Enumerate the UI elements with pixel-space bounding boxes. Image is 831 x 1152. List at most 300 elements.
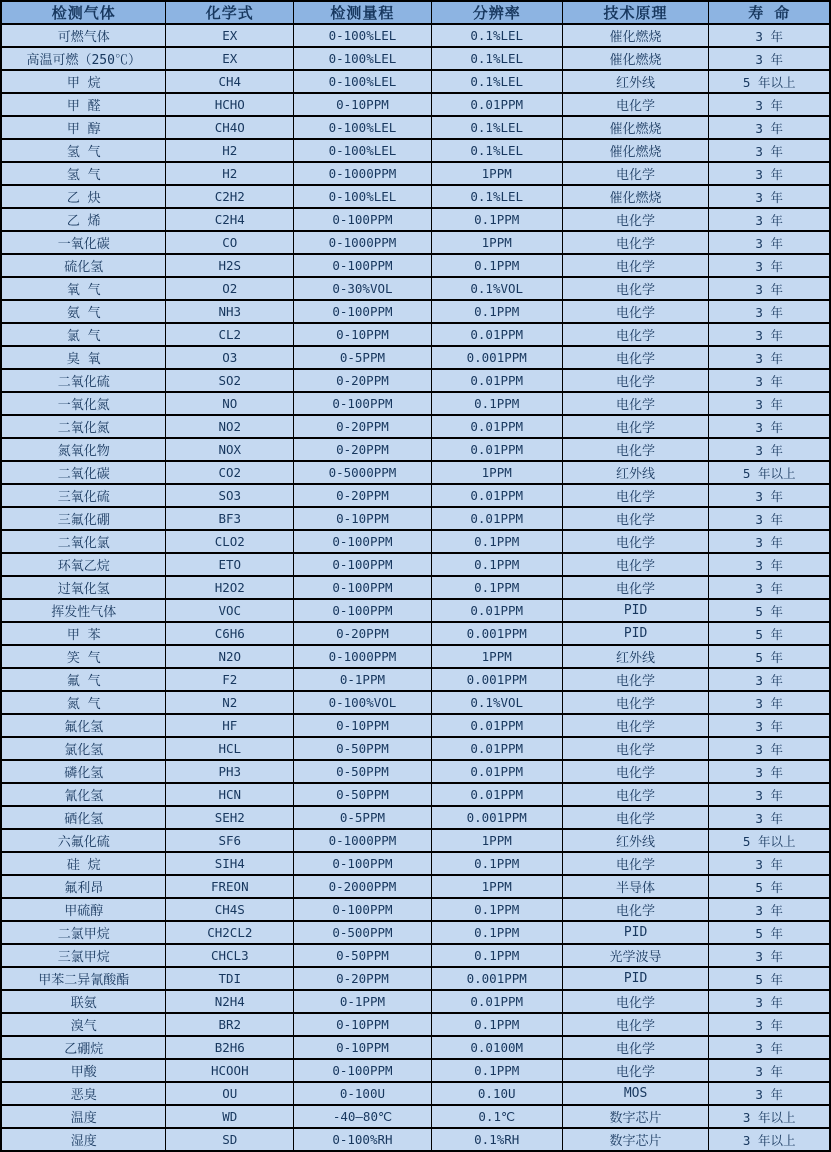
table-row bbox=[1, 599, 830, 622]
table-header-row bbox=[1, 1, 830, 24]
lifespan-cell: 3 年 bbox=[709, 47, 830, 70]
detection-range-cell: 0-20PPM bbox=[294, 438, 432, 461]
resolution-cell: 1PPM bbox=[431, 875, 562, 898]
column-header: 检测气体 bbox=[1, 1, 166, 24]
lifespan-cell: 3 年 bbox=[709, 576, 830, 599]
gas-name-cell: 溴气 bbox=[1, 1013, 166, 1036]
resolution-cell: 0.1PPM bbox=[431, 576, 562, 599]
table-row bbox=[1, 346, 830, 369]
detection-range-cell: 0-20PPM bbox=[294, 484, 432, 507]
lifespan-cell: 3 年 bbox=[709, 714, 830, 737]
gas-name-cell: 联氨 bbox=[1, 990, 166, 1013]
gas-name-cell: 甲 醛 bbox=[1, 93, 166, 116]
table-row bbox=[1, 530, 830, 553]
detection-range-cell: 0-50PPM bbox=[294, 944, 432, 967]
resolution-cell: 0.1%LEL bbox=[431, 139, 562, 162]
detection-range-cell: 0-10PPM bbox=[294, 93, 432, 116]
resolution-cell: 0.1%LEL bbox=[431, 70, 562, 93]
gas-name-cell: 甲酸 bbox=[1, 1059, 166, 1082]
gas-name-cell: 环氧乙烷 bbox=[1, 553, 166, 576]
lifespan-cell: 5 年 bbox=[709, 599, 830, 622]
detection-range-cell: 0-100PPM bbox=[294, 254, 432, 277]
resolution-cell: 0.001PPM bbox=[431, 668, 562, 691]
detection-range-cell: 0-50PPM bbox=[294, 737, 432, 760]
gas-name-cell: 二氧化氯 bbox=[1, 530, 166, 553]
resolution-cell: 0.1PPM bbox=[431, 852, 562, 875]
resolution-cell: 0.10U bbox=[431, 1082, 562, 1105]
chemical-formula-cell: EX bbox=[166, 24, 294, 47]
detection-range-cell: 0-2000PPM bbox=[294, 875, 432, 898]
technology-cell: 电化学 bbox=[562, 1013, 709, 1036]
resolution-cell: 0.1PPM bbox=[431, 921, 562, 944]
gas-name-cell: 恶臭 bbox=[1, 1082, 166, 1105]
lifespan-cell: 3 年 bbox=[709, 369, 830, 392]
chemical-formula-cell: N2O bbox=[166, 645, 294, 668]
chemical-formula-cell: C2H4 bbox=[166, 208, 294, 231]
chemical-formula-cell: SO3 bbox=[166, 484, 294, 507]
chemical-formula-cell: CH2CL2 bbox=[166, 921, 294, 944]
chemical-formula-cell: HF bbox=[166, 714, 294, 737]
resolution-cell: 1PPM bbox=[431, 829, 562, 852]
resolution-cell: 0.001PPM bbox=[431, 967, 562, 990]
chemical-formula-cell: HCN bbox=[166, 783, 294, 806]
technology-cell: 半导体 bbox=[562, 875, 709, 898]
detection-range-cell: 0-1000PPM bbox=[294, 231, 432, 254]
table-row bbox=[1, 70, 830, 93]
resolution-cell: 0.1PPM bbox=[431, 300, 562, 323]
detection-range-cell: 0-100PPM bbox=[294, 530, 432, 553]
chemical-formula-cell: CH4O bbox=[166, 116, 294, 139]
lifespan-cell: 5 年以上 bbox=[709, 829, 830, 852]
lifespan-cell: 3 年 bbox=[709, 1059, 830, 1082]
chemical-formula-cell: NO bbox=[166, 392, 294, 415]
detection-range-cell: 0-100PPM bbox=[294, 1059, 432, 1082]
chemical-formula-cell: O3 bbox=[166, 346, 294, 369]
resolution-cell: 0.1%LEL bbox=[431, 24, 562, 47]
chemical-formula-cell: H2 bbox=[166, 162, 294, 185]
gas-name-cell: 三氟化硼 bbox=[1, 507, 166, 530]
gas-name-cell: 六氟化硫 bbox=[1, 829, 166, 852]
lifespan-cell: 5 年以上 bbox=[709, 461, 830, 484]
resolution-cell: 0.1PPM bbox=[431, 1059, 562, 1082]
technology-cell: PID bbox=[562, 599, 709, 622]
gas-name-cell: 氧 气 bbox=[1, 277, 166, 300]
resolution-cell: 0.1%LEL bbox=[431, 47, 562, 70]
technology-cell: 电化学 bbox=[562, 852, 709, 875]
table-row bbox=[1, 576, 830, 599]
lifespan-cell: 3 年 bbox=[709, 277, 830, 300]
detection-range-cell: 0-100U bbox=[294, 1082, 432, 1105]
table-row bbox=[1, 507, 830, 530]
table-row bbox=[1, 990, 830, 1013]
lifespan-cell: 3 年 bbox=[709, 392, 830, 415]
column-header: 分辨率 bbox=[431, 1, 562, 24]
gas-name-cell: 一氧化氮 bbox=[1, 392, 166, 415]
technology-cell: 电化学 bbox=[562, 392, 709, 415]
resolution-cell: 0.01PPM bbox=[431, 369, 562, 392]
lifespan-cell: 5 年 bbox=[709, 622, 830, 645]
chemical-formula-cell: EX bbox=[166, 47, 294, 70]
detection-range-cell: 0-100PPM bbox=[294, 392, 432, 415]
detection-range-cell: 0-5PPM bbox=[294, 806, 432, 829]
technology-cell: 电化学 bbox=[562, 898, 709, 921]
table-row bbox=[1, 231, 830, 254]
chemical-formula-cell: CH4S bbox=[166, 898, 294, 921]
technology-cell: 电化学 bbox=[562, 300, 709, 323]
gas-name-cell: 氰化氢 bbox=[1, 783, 166, 806]
resolution-cell: 0.01PPM bbox=[431, 507, 562, 530]
chemical-formula-cell: BR2 bbox=[166, 1013, 294, 1036]
technology-cell: PID bbox=[562, 622, 709, 645]
chemical-formula-cell: SEH2 bbox=[166, 806, 294, 829]
chemical-formula-cell: FREON bbox=[166, 875, 294, 898]
gas-name-cell: 高温可燃（250℃） bbox=[1, 47, 166, 70]
gas-name-cell: 臭 氧 bbox=[1, 346, 166, 369]
lifespan-cell: 3 年 bbox=[709, 1036, 830, 1059]
technology-cell: 电化学 bbox=[562, 254, 709, 277]
resolution-cell: 0.1%VOL bbox=[431, 277, 562, 300]
table-row bbox=[1, 691, 830, 714]
lifespan-cell: 3 年 bbox=[709, 898, 830, 921]
table-row bbox=[1, 622, 830, 645]
technology-cell: 电化学 bbox=[562, 369, 709, 392]
table-row bbox=[1, 415, 830, 438]
table-row bbox=[1, 1059, 830, 1082]
gas-name-cell: 三氧化硫 bbox=[1, 484, 166, 507]
resolution-cell: 0.01PPM bbox=[431, 737, 562, 760]
table-row bbox=[1, 208, 830, 231]
chemical-formula-cell: SO2 bbox=[166, 369, 294, 392]
technology-cell: 数字芯片 bbox=[562, 1128, 709, 1151]
gas-name-cell: 氮氧化物 bbox=[1, 438, 166, 461]
chemical-formula-cell: H2O2 bbox=[166, 576, 294, 599]
table-row bbox=[1, 47, 830, 70]
technology-cell: 电化学 bbox=[562, 668, 709, 691]
technology-cell: PID bbox=[562, 967, 709, 990]
chemical-formula-cell: BF3 bbox=[166, 507, 294, 530]
chemical-formula-cell: O2 bbox=[166, 277, 294, 300]
table-row bbox=[1, 162, 830, 185]
lifespan-cell: 3 年 bbox=[709, 231, 830, 254]
resolution-cell: 0.001PPM bbox=[431, 806, 562, 829]
detection-range-cell: 0-500PPM bbox=[294, 921, 432, 944]
technology-cell: 电化学 bbox=[562, 1059, 709, 1082]
resolution-cell: 0.001PPM bbox=[431, 346, 562, 369]
lifespan-cell: 3 年 bbox=[709, 990, 830, 1013]
chemical-formula-cell: CL2 bbox=[166, 323, 294, 346]
chemical-formula-cell: CO bbox=[166, 231, 294, 254]
lifespan-cell: 3 年 bbox=[709, 415, 830, 438]
gas-name-cell: 氯化氢 bbox=[1, 737, 166, 760]
table-row bbox=[1, 438, 830, 461]
table-row bbox=[1, 93, 830, 116]
detection-range-cell: 0-100PPM bbox=[294, 576, 432, 599]
lifespan-cell: 3 年 bbox=[709, 323, 830, 346]
lifespan-cell: 3 年 bbox=[709, 162, 830, 185]
detection-range-cell: 0-20PPM bbox=[294, 369, 432, 392]
gas-name-cell: 硫化氢 bbox=[1, 254, 166, 277]
detection-range-cell: 0-100%LEL bbox=[294, 70, 432, 93]
technology-cell: 电化学 bbox=[562, 346, 709, 369]
table-row bbox=[1, 300, 830, 323]
resolution-cell: 0.1PPM bbox=[431, 898, 562, 921]
gas-name-cell: 甲硫醇 bbox=[1, 898, 166, 921]
detection-range-cell: 0-5000PPM bbox=[294, 461, 432, 484]
resolution-cell: 0.01PPM bbox=[431, 599, 562, 622]
detection-range-cell: 0-100%VOL bbox=[294, 691, 432, 714]
technology-cell: 电化学 bbox=[562, 530, 709, 553]
chemical-formula-cell: CH4 bbox=[166, 70, 294, 93]
detection-range-cell: 0-10PPM bbox=[294, 1013, 432, 1036]
lifespan-cell: 3 年 bbox=[709, 783, 830, 806]
table-row bbox=[1, 829, 830, 852]
lifespan-cell: 3 年 bbox=[709, 24, 830, 47]
detection-range-cell: 0-20PPM bbox=[294, 415, 432, 438]
detection-range-cell: 0-10PPM bbox=[294, 507, 432, 530]
table-row bbox=[1, 898, 830, 921]
resolution-cell: 0.01PPM bbox=[431, 415, 562, 438]
lifespan-cell: 3 年 bbox=[709, 116, 830, 139]
table-row bbox=[1, 185, 830, 208]
detection-range-cell: 0-1000PPM bbox=[294, 645, 432, 668]
gas-name-cell: 过氧化氢 bbox=[1, 576, 166, 599]
resolution-cell: 0.1℃ bbox=[431, 1105, 562, 1128]
chemical-formula-cell: HCOOH bbox=[166, 1059, 294, 1082]
detection-range-cell: 0-10PPM bbox=[294, 323, 432, 346]
table-row bbox=[1, 461, 830, 484]
chemical-formula-cell: ETO bbox=[166, 553, 294, 576]
table-row bbox=[1, 760, 830, 783]
detection-range-cell: 0-10PPM bbox=[294, 1036, 432, 1059]
resolution-cell: 0.01PPM bbox=[431, 760, 562, 783]
chemical-formula-cell: HCL bbox=[166, 737, 294, 760]
technology-cell: 电化学 bbox=[562, 806, 709, 829]
detection-range-cell: 0-20PPM bbox=[294, 622, 432, 645]
technology-cell: 催化燃烧 bbox=[562, 185, 709, 208]
technology-cell: 红外线 bbox=[562, 70, 709, 93]
lifespan-cell: 5 年 bbox=[709, 921, 830, 944]
detection-range-cell: 0-100PPM bbox=[294, 300, 432, 323]
detection-range-cell: 0-100%LEL bbox=[294, 24, 432, 47]
chemical-formula-cell: PH3 bbox=[166, 760, 294, 783]
chemical-formula-cell: N2 bbox=[166, 691, 294, 714]
detection-range-cell: 0-100PPM bbox=[294, 852, 432, 875]
resolution-cell: 1PPM bbox=[431, 231, 562, 254]
technology-cell: 光学波导 bbox=[562, 944, 709, 967]
technology-cell: 红外线 bbox=[562, 461, 709, 484]
lifespan-cell: 3 年以上 bbox=[709, 1128, 830, 1151]
resolution-cell: 1PPM bbox=[431, 461, 562, 484]
column-header: 技术原理 bbox=[562, 1, 709, 24]
lifespan-cell: 5 年 bbox=[709, 645, 830, 668]
lifespan-cell: 3 年 bbox=[709, 737, 830, 760]
gas-name-cell: 二氧化硫 bbox=[1, 369, 166, 392]
technology-cell: 电化学 bbox=[562, 484, 709, 507]
lifespan-cell: 3 年 bbox=[709, 691, 830, 714]
lifespan-cell: 3 年 bbox=[709, 346, 830, 369]
resolution-cell: 0.1%VOL bbox=[431, 691, 562, 714]
detection-range-cell: 0-20PPM bbox=[294, 967, 432, 990]
technology-cell: 电化学 bbox=[562, 507, 709, 530]
resolution-cell: 0.01PPM bbox=[431, 438, 562, 461]
gas-name-cell: 氟化氢 bbox=[1, 714, 166, 737]
table-row bbox=[1, 1013, 830, 1036]
technology-cell: MOS bbox=[562, 1082, 709, 1105]
technology-cell: 催化燃烧 bbox=[562, 47, 709, 70]
technology-cell: 催化燃烧 bbox=[562, 24, 709, 47]
lifespan-cell: 5 年 bbox=[709, 875, 830, 898]
detection-range-cell: 0-1PPM bbox=[294, 990, 432, 1013]
table-row bbox=[1, 714, 830, 737]
resolution-cell: 0.1PPM bbox=[431, 530, 562, 553]
chemical-formula-cell: SF6 bbox=[166, 829, 294, 852]
chemical-formula-cell: B2H6 bbox=[166, 1036, 294, 1059]
table-row bbox=[1, 783, 830, 806]
detection-range-cell: 0-1000PPM bbox=[294, 829, 432, 852]
technology-cell: 电化学 bbox=[562, 1036, 709, 1059]
lifespan-cell: 3 年 bbox=[709, 668, 830, 691]
lifespan-cell: 3 年 bbox=[709, 944, 830, 967]
lifespan-cell: 3 年 bbox=[709, 254, 830, 277]
resolution-cell: 0.1%RH bbox=[431, 1128, 562, 1151]
column-header: 化学式 bbox=[166, 1, 294, 24]
chemical-formula-cell: CLO2 bbox=[166, 530, 294, 553]
lifespan-cell: 3 年 bbox=[709, 438, 830, 461]
chemical-formula-cell: SD bbox=[166, 1128, 294, 1151]
resolution-cell: 0.1PPM bbox=[431, 208, 562, 231]
detection-range-cell: 0-100%LEL bbox=[294, 47, 432, 70]
technology-cell: 红外线 bbox=[562, 829, 709, 852]
table-row bbox=[1, 369, 830, 392]
technology-cell: 电化学 bbox=[562, 553, 709, 576]
chemical-formula-cell: SIH4 bbox=[166, 852, 294, 875]
table-row bbox=[1, 921, 830, 944]
chemical-formula-cell: N2H4 bbox=[166, 990, 294, 1013]
table-row bbox=[1, 1082, 830, 1105]
resolution-cell: 0.01PPM bbox=[431, 990, 562, 1013]
technology-cell: 电化学 bbox=[562, 277, 709, 300]
gas-name-cell: 硅 烷 bbox=[1, 852, 166, 875]
detection-range-cell: 0-50PPM bbox=[294, 783, 432, 806]
lifespan-cell: 3 年以上 bbox=[709, 1105, 830, 1128]
chemical-formula-cell: NH3 bbox=[166, 300, 294, 323]
detection-range-cell: 0-100%RH bbox=[294, 1128, 432, 1151]
table-row bbox=[1, 484, 830, 507]
column-header: 检测量程 bbox=[294, 1, 432, 24]
chemical-formula-cell: TDI bbox=[166, 967, 294, 990]
gas-name-cell: 氯 气 bbox=[1, 323, 166, 346]
chemical-formula-cell: HCHO bbox=[166, 93, 294, 116]
table-row bbox=[1, 116, 830, 139]
table-row bbox=[1, 852, 830, 875]
gas-name-cell: 三氯甲烷 bbox=[1, 944, 166, 967]
chemical-formula-cell: OU bbox=[166, 1082, 294, 1105]
resolution-cell: 0.1PPM bbox=[431, 944, 562, 967]
detection-range-cell: 0-1000PPM bbox=[294, 162, 432, 185]
detection-range-cell: 0-1PPM bbox=[294, 668, 432, 691]
technology-cell: 催化燃烧 bbox=[562, 139, 709, 162]
resolution-cell: 0.01PPM bbox=[431, 783, 562, 806]
gas-name-cell: 甲 苯 bbox=[1, 622, 166, 645]
lifespan-cell: 5 年 bbox=[709, 967, 830, 990]
technology-cell: 电化学 bbox=[562, 208, 709, 231]
lifespan-cell: 3 年 bbox=[709, 806, 830, 829]
technology-cell: 电化学 bbox=[562, 231, 709, 254]
gas-name-cell: 甲苯二异氰酸酯 bbox=[1, 967, 166, 990]
chemical-formula-cell: CHCL3 bbox=[166, 944, 294, 967]
table-row bbox=[1, 645, 830, 668]
resolution-cell: 0.1PPM bbox=[431, 254, 562, 277]
gas-name-cell: 二氯甲烷 bbox=[1, 921, 166, 944]
detection-range-cell: 0-5PPM bbox=[294, 346, 432, 369]
table-row bbox=[1, 1036, 830, 1059]
lifespan-cell: 3 年 bbox=[709, 553, 830, 576]
technology-cell: 催化燃烧 bbox=[562, 116, 709, 139]
lifespan-cell: 3 年 bbox=[709, 530, 830, 553]
chemical-formula-cell: WD bbox=[166, 1105, 294, 1128]
technology-cell: 电化学 bbox=[562, 760, 709, 783]
detection-range-cell: 0-100PPM bbox=[294, 208, 432, 231]
resolution-cell: 0.01PPM bbox=[431, 93, 562, 116]
resolution-cell: 0.1PPM bbox=[431, 553, 562, 576]
chemical-formula-cell: H2S bbox=[166, 254, 294, 277]
table-row bbox=[1, 944, 830, 967]
table-row bbox=[1, 24, 830, 47]
detection-range-cell: 0-100%LEL bbox=[294, 139, 432, 162]
detection-range-cell: 0-100%LEL bbox=[294, 185, 432, 208]
lifespan-cell: 3 年 bbox=[709, 1013, 830, 1036]
resolution-cell: 0.001PPM bbox=[431, 622, 562, 645]
detection-range-cell: 0-100PPM bbox=[294, 599, 432, 622]
gas-name-cell: 乙 炔 bbox=[1, 185, 166, 208]
lifespan-cell: 3 年 bbox=[709, 760, 830, 783]
resolution-cell: 0.1PPM bbox=[431, 392, 562, 415]
technology-cell: 数字芯片 bbox=[562, 1105, 709, 1128]
gas-name-cell: 二氧化氮 bbox=[1, 415, 166, 438]
chemical-formula-cell: NOX bbox=[166, 438, 294, 461]
table-row bbox=[1, 277, 830, 300]
lifespan-cell: 5 年以上 bbox=[709, 70, 830, 93]
technology-cell: 电化学 bbox=[562, 990, 709, 1013]
table-row bbox=[1, 1105, 830, 1128]
gas-name-cell: 氟利昂 bbox=[1, 875, 166, 898]
table-row bbox=[1, 967, 830, 990]
technology-cell: 电化学 bbox=[562, 93, 709, 116]
table-row bbox=[1, 553, 830, 576]
detection-range-cell: 0-100PPM bbox=[294, 898, 432, 921]
gas-name-cell: 氢 气 bbox=[1, 162, 166, 185]
gas-name-cell: 二氧化碳 bbox=[1, 461, 166, 484]
lifespan-cell: 3 年 bbox=[709, 185, 830, 208]
detection-range-cell: 0-50PPM bbox=[294, 760, 432, 783]
lifespan-cell: 3 年 bbox=[709, 208, 830, 231]
table-row bbox=[1, 668, 830, 691]
technology-cell: 电化学 bbox=[562, 323, 709, 346]
chemical-formula-cell: NO2 bbox=[166, 415, 294, 438]
resolution-cell: 1PPM bbox=[431, 162, 562, 185]
gas-name-cell: 笑 气 bbox=[1, 645, 166, 668]
technology-cell: 电化学 bbox=[562, 737, 709, 760]
resolution-cell: 1PPM bbox=[431, 645, 562, 668]
table-row bbox=[1, 392, 830, 415]
lifespan-cell: 3 年 bbox=[709, 300, 830, 323]
gas-name-cell: 氢 气 bbox=[1, 139, 166, 162]
lifespan-cell: 3 年 bbox=[709, 93, 830, 116]
lifespan-cell: 3 年 bbox=[709, 852, 830, 875]
detection-range-cell: 0-100PPM bbox=[294, 553, 432, 576]
table-row bbox=[1, 254, 830, 277]
chemical-formula-cell: C2H2 bbox=[166, 185, 294, 208]
